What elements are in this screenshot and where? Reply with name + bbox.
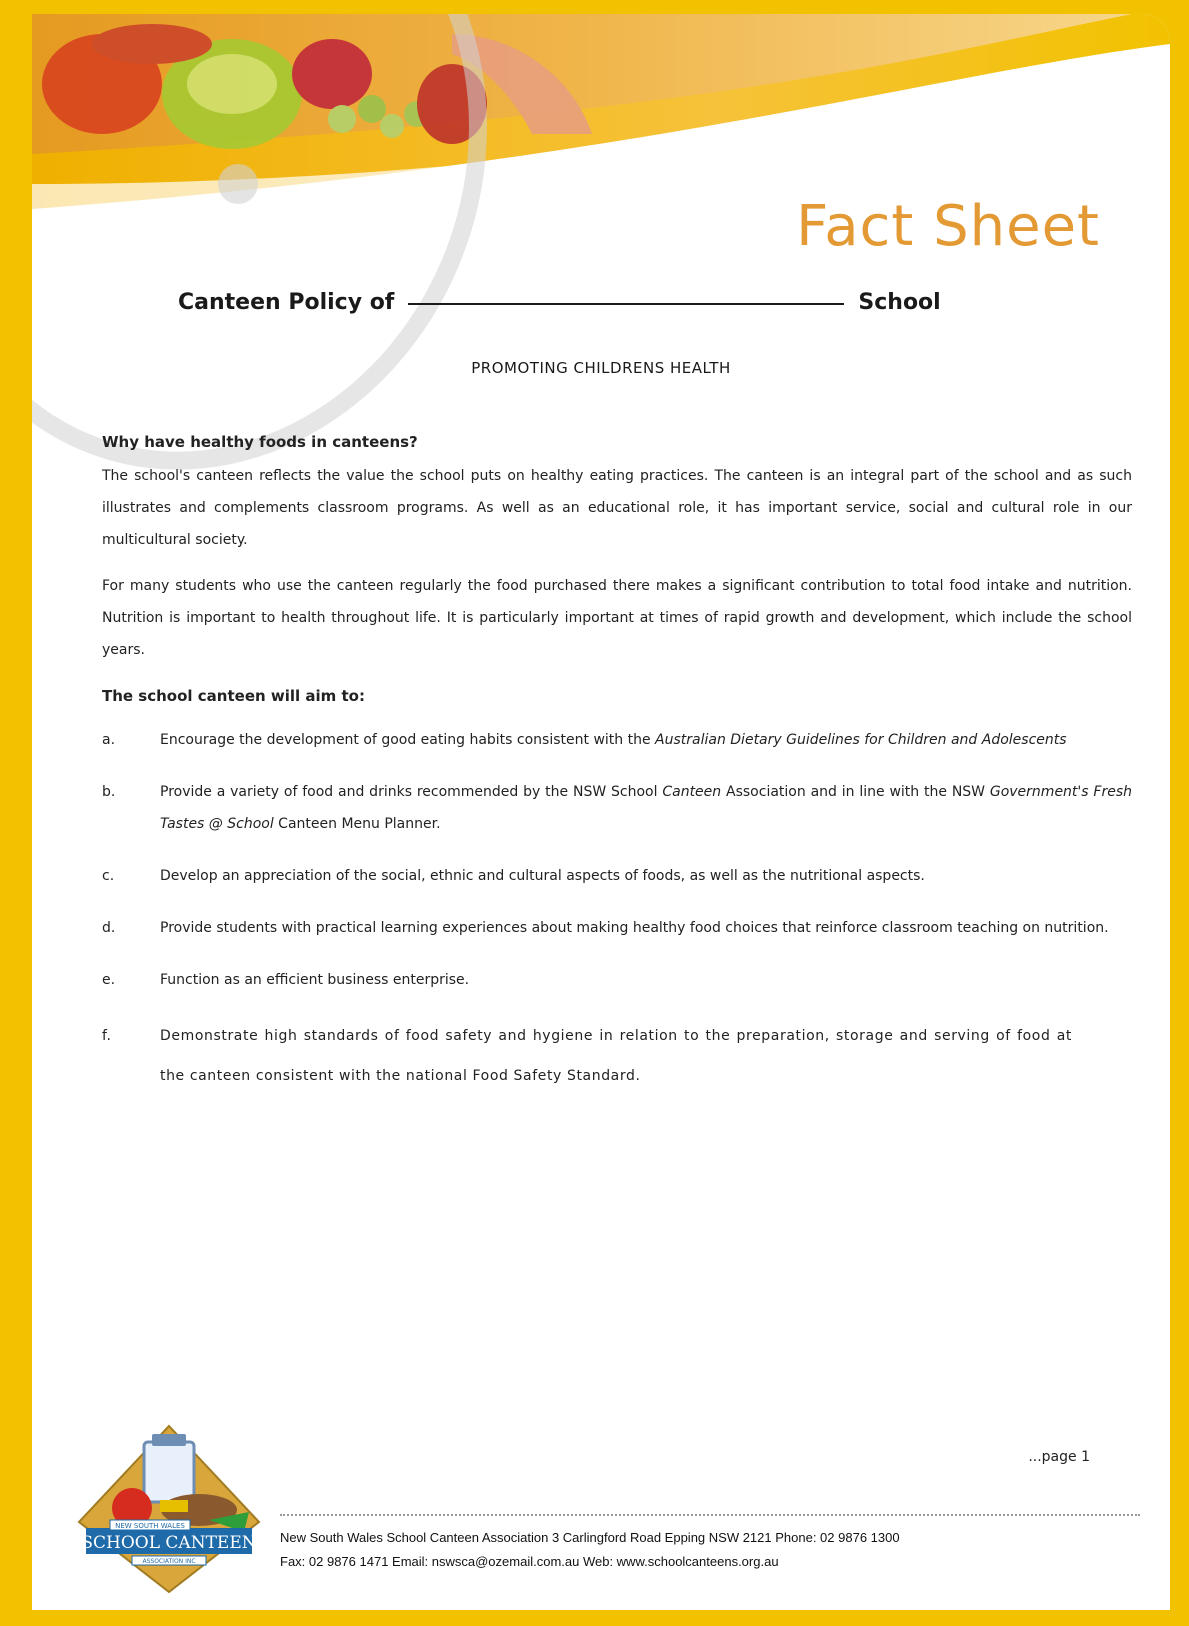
aim-text-part: Canteen Menu Planner. [273,816,441,832]
footer-divider [280,1514,1140,1516]
aim-letter: e. [102,972,116,988]
page-reference: ...page 1 [1028,1449,1090,1465]
aim-letter: f. [102,1028,112,1044]
aim-letter: a. [102,732,116,748]
policy-prefix: Canteen Policy of [178,290,395,315]
footer-line-1: New South Wales School Canteen Association 3 Carlingford Road Epping NSW 2121 Phone: 02 9876 1300 [280,1530,900,1545]
aim-item-e [102,964,1132,996]
policy-heading [178,290,1058,315]
aim-item-f [102,1016,1132,1096]
paragraph-1: The school's canteen reflects the value the school puts on healthy eating practices. The canteen is an integral part of the school and as such illustrates and complements classroom programs. As well as an educational role, it has important service, social and cultural role in our multicultural society. [102,468,1132,548]
logo-main-text: SCHOOL CANTEEN [81,1533,257,1553]
aim-item-d [102,912,1132,944]
aim-text-part: Encourage the development of good eating habits consistent with the [160,732,656,748]
aim-text: Develop an appreciation of the social, ethnic and cultural aspects of foods, as well as the nutritional aspects. [160,868,925,884]
smiley-eye [218,164,258,204]
footer-line-2: Fax: 02 9876 1471 Email: nswsca@ozemail.com.au Web: www.schoolcanteens.org.au [280,1554,779,1569]
logo-top-text: NEW SOUTH WALES [115,1522,185,1530]
content [102,426,1132,1116]
aim-text [160,776,1132,840]
aim-text: Demonstrate high standards of food safety and hygiene in relation to the preparation, storage and serving of food at the canteen consistent with the national Food Safety Standard. [160,1028,1072,1084]
aim-letter: b. [102,784,116,800]
aim-text-part: Association and in line with the NSW [721,784,990,800]
fact-sheet-title: Fact Sheet [796,194,1100,259]
aim-text-part: Provide a variety of food and drinks recommended by the NSW School [160,784,663,800]
aim-text-italic: Australian Dietary Guidelines for Children and Adolescents [655,732,1067,748]
footer-contact [280,1526,1160,1574]
logo-bottom-text: ASSOCIATION INC [142,1558,196,1565]
subtitle: PROMOTING CHILDRENS HEALTH [471,359,731,377]
aim-letter: d. [102,920,116,936]
school-canteen-logo [74,1424,264,1594]
policy-suffix: School [858,290,941,315]
school-name-blank[interactable] [408,303,844,305]
aim-text: Provide students with practical learning experiences about making healthy food choices that reinforce classroom teaching on nutrition. [160,920,1109,936]
section-heading: Why have healthy foods in canteens? [102,433,418,451]
aim-item-a [102,724,1132,756]
aim-item-b [102,776,1132,840]
paragraph-2: For many students who use the canteen regularly the food purchased there makes a significant contribution to total food intake and nutrition. Nutrition is important to health throughout life. It is particularly important at times of rapid growth and development, which include the school years. [102,578,1132,658]
aim-letter: c. [102,868,115,884]
aim-text-italic: Canteen [662,784,722,800]
aims-heading: The school canteen will aim to: [102,687,365,705]
aim-item-c [102,860,1132,892]
fact-sheet-page [32,14,1170,1610]
aim-text [160,724,1132,756]
aim-text-italic: Government's Fresh Tastes @ School [160,784,1132,832]
aim-text: Function as an efficient business enterprise. [160,972,470,988]
